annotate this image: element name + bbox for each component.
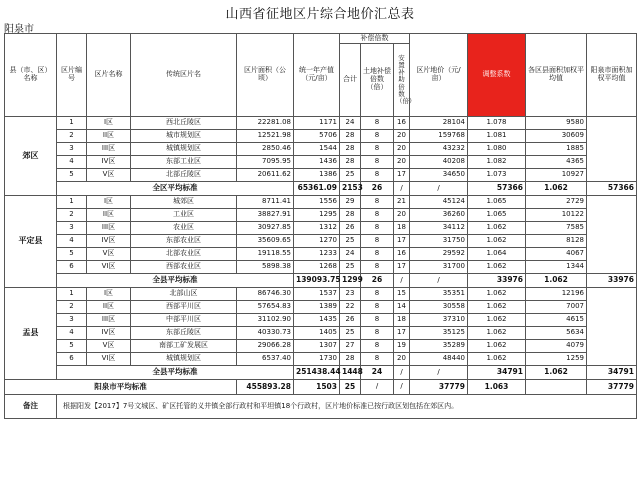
cell-no: 5	[57, 248, 87, 261]
cell-no: 3	[57, 314, 87, 327]
cell-value: 1312	[294, 222, 340, 235]
header-zone-price: 区片地价（元/亩）	[410, 34, 468, 117]
cell-reset: 15	[394, 288, 410, 301]
cell-avg: 9580	[526, 117, 587, 130]
cell-trad: 中部平川区	[131, 314, 237, 327]
table-row	[5, 340, 637, 353]
summary-reset: /	[410, 274, 468, 288]
cell-no: 6	[57, 353, 87, 366]
cell-zone: IV区	[87, 327, 131, 340]
cell-value: 1436	[294, 156, 340, 169]
cell-coef: 1.062	[468, 327, 526, 340]
summary-price: 33976	[468, 274, 526, 288]
city-summary-value: 1503	[294, 380, 340, 395]
cell-trad: 城郊区	[131, 196, 237, 209]
summary-coef: 1.062	[526, 366, 587, 380]
cell-total: 27	[340, 340, 361, 353]
cell-value: 1307	[294, 340, 340, 353]
summary-coef: 1.062	[526, 274, 587, 288]
cell-land: 8	[361, 301, 394, 314]
cell-no: 4	[57, 156, 87, 169]
cell-area: 7095.95	[237, 156, 294, 169]
cell-city-empty	[587, 117, 637, 182]
cell-trad: 城镇规划区	[131, 143, 237, 156]
cell-no: 4	[57, 235, 87, 248]
summary-area: 139093.75	[294, 274, 340, 288]
summary-avg: 57366	[587, 182, 637, 196]
cell-price: 31700	[410, 261, 468, 274]
cell-area: 12521.98	[237, 130, 294, 143]
cell-reset: 19	[394, 340, 410, 353]
cell-reset: 17	[394, 235, 410, 248]
table-row	[5, 117, 637, 130]
table-row	[5, 143, 637, 156]
cell-zone: V区	[87, 169, 131, 182]
summary-land: /	[394, 366, 410, 380]
header-land-comp: 土地补偿倍数（倍）	[361, 44, 394, 117]
summary-land: /	[394, 182, 410, 196]
cell-land: 8	[361, 143, 394, 156]
summary-value: 1448	[340, 366, 361, 380]
city-summary-city: 37779	[587, 380, 637, 395]
table-row	[5, 196, 637, 209]
cell-coef: 1.062	[468, 314, 526, 327]
cell-land: 8	[361, 248, 394, 261]
table-row	[5, 288, 637, 301]
cell-value: 1405	[294, 327, 340, 340]
cell-coef: 1.082	[468, 156, 526, 169]
cell-trad: 南部工矿发展区	[131, 340, 237, 353]
cell-zone: IV区	[87, 156, 131, 169]
cell-land: 8	[361, 314, 394, 327]
cell-trad: 西部平川区	[131, 301, 237, 314]
cell-land: 8	[361, 209, 394, 222]
cell-trad: 西北丘陵区	[131, 117, 237, 130]
cell-reset: 14	[394, 301, 410, 314]
cell-area: 35609.65	[237, 235, 294, 248]
cell-value: 1389	[294, 301, 340, 314]
cell-avg: 4615	[526, 314, 587, 327]
cell-area: 38827.91	[237, 209, 294, 222]
cell-city-empty	[587, 288, 637, 366]
cell-trad: 农业区	[131, 222, 237, 235]
cell-total: 26	[340, 314, 361, 327]
cell-price: 35289	[410, 340, 468, 353]
cell-reset: 17	[394, 261, 410, 274]
cell-reset: 18	[394, 314, 410, 327]
summary-area: 65361.09	[294, 182, 340, 196]
cell-area: 8711.41	[237, 196, 294, 209]
cell-coef: 1.062	[468, 222, 526, 235]
summary-value: 1299	[340, 274, 361, 288]
county-cell: 盂县	[5, 288, 57, 380]
cell-price: 34650	[410, 169, 468, 182]
cell-area: 19118.55	[237, 248, 294, 261]
cell-total: 23	[340, 288, 361, 301]
cell-avg: 5634	[526, 327, 587, 340]
cell-area: 30927.85	[237, 222, 294, 235]
cell-coef: 1.062	[468, 235, 526, 248]
cell-coef: 1.065	[468, 209, 526, 222]
table-row	[5, 235, 637, 248]
cell-value: 1171	[294, 117, 340, 130]
cell-value: 1435	[294, 314, 340, 327]
cell-total: 24	[340, 248, 361, 261]
cell-trad: 城市规划区	[131, 130, 237, 143]
cell-area: 2850.46	[237, 143, 294, 156]
cell-no: 2	[57, 130, 87, 143]
cell-land: 8	[361, 196, 394, 209]
note-label: 备注	[5, 395, 57, 419]
cell-coef: 1.064	[468, 248, 526, 261]
header-adjust-coef: 调整系数	[468, 34, 526, 117]
cell-avg: 10927	[526, 169, 587, 182]
cell-total: 24	[340, 117, 361, 130]
cell-avg: 4365	[526, 156, 587, 169]
cell-coef: 1.062	[468, 353, 526, 366]
cell-price: 40208	[410, 156, 468, 169]
cell-price: 35125	[410, 327, 468, 340]
cell-total: 22	[340, 301, 361, 314]
cell-value: 1544	[294, 143, 340, 156]
city-summary-area: 455893.28	[237, 380, 294, 395]
table-row	[5, 327, 637, 340]
cell-no: 6	[57, 261, 87, 274]
header-zone-name: 区片名称	[87, 34, 131, 117]
cell-avg: 10122	[526, 209, 587, 222]
summary-price: 34791	[468, 366, 526, 380]
summary-total: 24	[361, 366, 394, 380]
cell-avg: 4067	[526, 248, 587, 261]
cell-area: 31102.90	[237, 314, 294, 327]
cell-zone: V区	[87, 248, 131, 261]
header-total: 合计	[340, 44, 361, 117]
note-text: 根据阳发【2017】7号文城区、矿区托管的义井镇全部行政村和平坦镇18个行政村，区片地价标准已按行政区划包括在郊区内。	[57, 395, 637, 419]
city-summary-land: /	[361, 380, 394, 395]
summary-price: 57366	[468, 182, 526, 196]
header-area: 区片面积（公顷）	[237, 34, 294, 117]
cell-value: 1386	[294, 169, 340, 182]
cell-reset: 20	[394, 130, 410, 143]
city-summary-reset: /	[394, 380, 410, 395]
cell-avg: 12196	[526, 288, 587, 301]
table-row	[5, 261, 637, 274]
cell-land: 8	[361, 130, 394, 143]
table-row	[5, 222, 637, 235]
city-summary-row	[5, 380, 637, 395]
cell-avg: 1259	[526, 353, 587, 366]
cell-avg: 7007	[526, 301, 587, 314]
cell-value: 1556	[294, 196, 340, 209]
table-row	[5, 156, 637, 169]
cell-coef: 1.062	[468, 340, 526, 353]
cell-area: 40330.73	[237, 327, 294, 340]
header-city-avg: 阳泉市面积加权平均值	[587, 34, 637, 117]
cell-land: 8	[361, 117, 394, 130]
cell-avg: 4079	[526, 340, 587, 353]
cell-coef: 1.062	[468, 288, 526, 301]
header-county: 县（市、区）名称	[5, 34, 57, 117]
cell-zone: II区	[87, 130, 131, 143]
cell-land: 8	[361, 340, 394, 353]
cell-trad: 北部丘陵区	[131, 169, 237, 182]
cell-no: 2	[57, 209, 87, 222]
summary-total: 26	[361, 274, 394, 288]
header-reset-comp: 安置补助倍数（倍）	[394, 44, 410, 117]
cell-zone: I区	[87, 196, 131, 209]
cell-zone: V区	[87, 340, 131, 353]
cell-no: 3	[57, 143, 87, 156]
cell-price: 159768	[410, 130, 468, 143]
cell-reset: 18	[394, 222, 410, 235]
cell-price: 36260	[410, 209, 468, 222]
cell-reset: 21	[394, 196, 410, 209]
cell-price: 48440	[410, 353, 468, 366]
cell-area: 20611.62	[237, 169, 294, 182]
summary-area: 251438.44	[294, 366, 340, 380]
summary-label: 全县平均标准	[57, 274, 294, 288]
cell-coef: 1.065	[468, 196, 526, 209]
cell-no: 1	[57, 196, 87, 209]
cell-land: 8	[361, 353, 394, 366]
header-annual-value: 统一年产值（元/亩）	[294, 34, 340, 117]
city-summary-price: 37779	[410, 380, 468, 395]
cell-total: 28	[340, 209, 361, 222]
cell-no: 4	[57, 327, 87, 340]
cell-coef: 1.073	[468, 169, 526, 182]
cell-trad: 北部山区	[131, 288, 237, 301]
cell-zone: I区	[87, 117, 131, 130]
cell-zone: II区	[87, 209, 131, 222]
county-cell: 平定县	[5, 196, 57, 288]
cell-land: 8	[361, 156, 394, 169]
county-cell: 郊区	[5, 117, 57, 196]
summary-value: 2153	[340, 182, 361, 196]
land-price-table	[4, 33, 637, 419]
cell-value: 5706	[294, 130, 340, 143]
cell-avg: 2729	[526, 196, 587, 209]
cell-total: 29	[340, 196, 361, 209]
summary-row	[5, 274, 637, 288]
table-row	[5, 169, 637, 182]
table-row	[5, 248, 637, 261]
cell-trad: 工业区	[131, 209, 237, 222]
summary-total: 26	[361, 182, 394, 196]
table-row	[5, 353, 637, 366]
cell-zone: VI区	[87, 261, 131, 274]
cell-coef: 1.078	[468, 117, 526, 130]
header-county-avg: 各区县面积加权平均值	[526, 34, 587, 117]
city-label: 阳泉市	[4, 24, 34, 35]
city-summary-avg	[526, 380, 587, 395]
cell-reset: 20	[394, 353, 410, 366]
cell-total: 28	[340, 143, 361, 156]
cell-no: 5	[57, 169, 87, 182]
summary-label: 全县平均标准	[57, 366, 294, 380]
cell-zone: III区	[87, 222, 131, 235]
cell-price: 28104	[410, 117, 468, 130]
cell-trad: 城镇规划区	[131, 353, 237, 366]
cell-value: 1268	[294, 261, 340, 274]
cell-no: 3	[57, 222, 87, 235]
table-row	[5, 130, 637, 143]
cell-total: 28	[340, 353, 361, 366]
cell-total: 25	[340, 261, 361, 274]
summary-label: 全区平均标准	[57, 182, 294, 196]
header-comp-group: 补偿倍数	[340, 34, 410, 44]
header-zone-no: 区片编号	[57, 34, 87, 117]
cell-total: 25	[340, 327, 361, 340]
summary-reset: /	[410, 182, 468, 196]
cell-price: 45124	[410, 196, 468, 209]
cell-coef: 1.080	[468, 143, 526, 156]
table-row	[5, 301, 637, 314]
cell-price: 43232	[410, 143, 468, 156]
cell-no: 5	[57, 340, 87, 353]
header-trad-name: 传统区片名	[131, 34, 237, 117]
cell-price: 35351	[410, 288, 468, 301]
summary-row	[5, 366, 637, 380]
cell-zone: IV区	[87, 235, 131, 248]
cell-no: 1	[57, 288, 87, 301]
cell-price: 29592	[410, 248, 468, 261]
cell-area: 86746.30	[237, 288, 294, 301]
cell-price: 30558	[410, 301, 468, 314]
cell-no: 1	[57, 117, 87, 130]
cell-avg: 1885	[526, 143, 587, 156]
cell-avg: 7585	[526, 222, 587, 235]
cell-trad: 西部农业区	[131, 261, 237, 274]
cell-coef: 1.062	[468, 261, 526, 274]
cell-total: 25	[340, 235, 361, 248]
cell-land: 8	[361, 288, 394, 301]
cell-reset: 17	[394, 169, 410, 182]
cell-price: 34112	[410, 222, 468, 235]
cell-total: 28	[340, 156, 361, 169]
cell-value: 1233	[294, 248, 340, 261]
city-summary-coef: 1.063	[468, 380, 526, 395]
cell-price: 31750	[410, 235, 468, 248]
cell-zone: I区	[87, 288, 131, 301]
cell-land: 8	[361, 261, 394, 274]
city-summary-label: 阳泉市平均标准	[5, 380, 237, 395]
cell-coef: 1.062	[468, 301, 526, 314]
cell-total: 26	[340, 222, 361, 235]
cell-value: 1270	[294, 235, 340, 248]
cell-zone: VI区	[87, 353, 131, 366]
table-row	[5, 314, 637, 327]
cell-coef: 1.081	[468, 130, 526, 143]
table-row	[5, 209, 637, 222]
cell-area: 29066.28	[237, 340, 294, 353]
cell-land: 8	[361, 222, 394, 235]
cell-reset: 16	[394, 248, 410, 261]
cell-reset: 20	[394, 156, 410, 169]
cell-city-empty	[587, 196, 637, 274]
cell-value: 1730	[294, 353, 340, 366]
summary-avg: 34791	[587, 366, 637, 380]
cell-trad: 东部丘陵区	[131, 327, 237, 340]
cell-value: 1295	[294, 209, 340, 222]
summary-avg: 33976	[587, 274, 637, 288]
cell-reset: 20	[394, 143, 410, 156]
cell-land: 8	[361, 169, 394, 182]
cell-avg: 30609	[526, 130, 587, 143]
cell-avg: 1344	[526, 261, 587, 274]
cell-area: 5898.38	[237, 261, 294, 274]
cell-trad: 北部农业区	[131, 248, 237, 261]
cell-zone: III区	[87, 143, 131, 156]
cell-trad: 东部工业区	[131, 156, 237, 169]
cell-land: 8	[361, 235, 394, 248]
summary-coef: 1.062	[526, 182, 587, 196]
page-title: 山西省征地区片综合地价汇总表	[225, 7, 415, 22]
cell-reset: 16	[394, 117, 410, 130]
cell-zone: II区	[87, 301, 131, 314]
summary-row	[5, 182, 637, 196]
cell-area: 22281.08	[237, 117, 294, 130]
cell-area: 57654.83	[237, 301, 294, 314]
cell-reset: 17	[394, 327, 410, 340]
summary-land: /	[394, 274, 410, 288]
city-summary-total: 25	[340, 380, 361, 395]
cell-land: 8	[361, 327, 394, 340]
cell-zone: III区	[87, 314, 131, 327]
cell-area: 6537.40	[237, 353, 294, 366]
cell-value: 1537	[294, 288, 340, 301]
summary-reset: /	[410, 366, 468, 380]
cell-price: 37310	[410, 314, 468, 327]
cell-trad: 东部农业区	[131, 235, 237, 248]
cell-no: 2	[57, 301, 87, 314]
cell-total: 28	[340, 130, 361, 143]
cell-total: 25	[340, 169, 361, 182]
cell-avg: 8128	[526, 235, 587, 248]
cell-reset: 20	[394, 209, 410, 222]
note-row	[5, 395, 637, 419]
